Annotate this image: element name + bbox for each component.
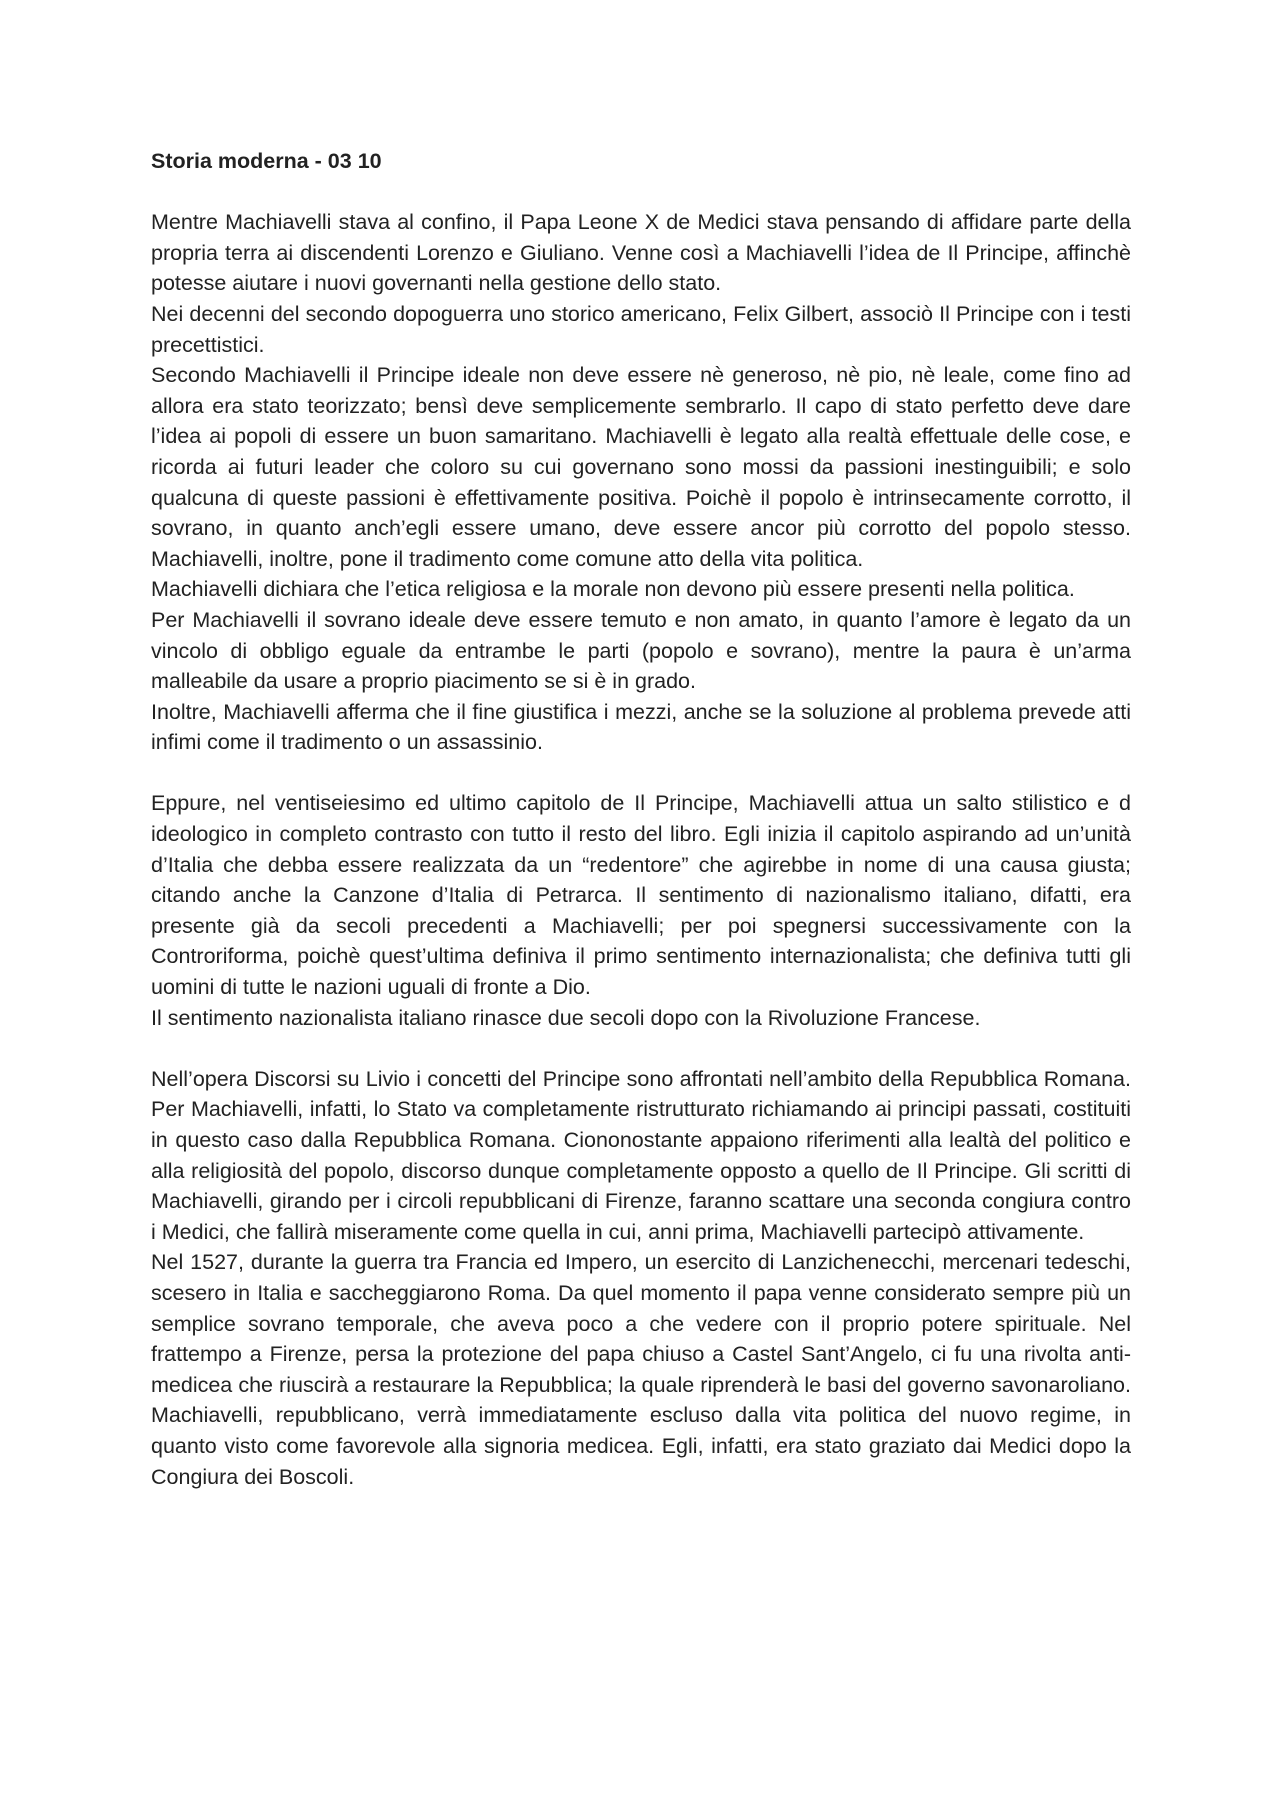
- paragraph: Secondo Machiavelli il Principe ideale non deve essere nè generoso, nè pio, nè leale, come fino ad allora era stato teorizzato; bensì deve semplicemente sembrarlo. Il capo di stato perfetto deve dare l’idea ai popoli di essere un buon samaritano. Machiavelli è legato alla realtà effettuale delle cose, e ricorda ai futuri leader che coloro su cui governano sono mossi da passioni inestinguibili; e solo qualcuna di queste passioni è effettivamente positiva. Poichè il popolo è intrinsecamente corrotto, il sovrano, in quanto anch’egli essere umano, deve essere ancor più corrotto del popolo stesso. Machiavelli, inoltre, pone il tradimento come comune atto della vita politica.: [151, 363, 1131, 571]
- paragraph: Nel 1527, durante la guerra tra Francia ed Impero, un esercito di Lanzichenecchi, mercenari tedeschi, scesero in Italia e saccheggiarono Roma. Da quel momento il papa venne considerato sempre più un semplice sovrano temporale, che aveva poco a che vedere con il proprio potere spirituale. Nel frattempo a Firenze, persa la protezione del papa chiuso a Castel Sant’Angelo, ci fu una rivolta anti-medicea che riuscirà a restaurare la Repubblica; la quale riprenderà le basi del governo savonaroliano. Machiavelli, repubblicano, verrà immediatamente escluso dalla vita politica del nuovo regime, in quanto visto come favorevole alla signoria medicea. Egli, infatti, era stato graziato dai Medici dopo la Congiura dei Boscoli.: [151, 1250, 1131, 1489]
- section-machiavelli-principe: [151, 207, 1131, 758]
- paragraph: Machiavelli dichiara che l’etica religiosa e la morale non devono più essere presenti nella politica.: [151, 577, 1075, 602]
- document-title: Storia moderna - 03 10: [151, 149, 382, 173]
- section-ultimo-capitolo: [151, 788, 1131, 1033]
- paragraph: Eppure, nel ventiseiesimo ed ultimo capitolo de Il Principe, Machiavelli attua un salto stilistico e d ideologico in completo contrasto con tutto il resto del libro. Egli inizia il capitolo aspirando ad un’unità d’Italia che debba essere realizzata da un “redentore” che agirebbe in nome di una causa giusta; citando anche la Canzone d’Italia di Petrarca. Il sentimento di nazionalismo italiano, difatti, era presente già da secoli precedenti a Machiavelli; per poi spegnersi successivamente con la Controriforma, poichè quest’ultima definiva il primo sentimento internazionalista; che definiva tutti gli uomini di tutte le nazioni uguali di fronte a Dio.: [151, 791, 1131, 1000]
- section-discorsi-livio: [151, 1064, 1131, 1492]
- paragraph: Nell’opera Discorsi su Livio i concetti del Principe sono affrontati nell’ambito della Repubblica Romana. Per Machiavelli, infatti, lo Stato va completamente ristrutturato richiamando ai principi passati, costituiti in questo caso dalla Repubblica Romana. Ciononostante appaiono riferimenti alla lealtà del politico e alla religiosità del popolo, discorso dunque completamente opposto a quello de Il Principe. Gli scritti di Machiavelli, girando per i circoli repubblicani di Firenze, faranno scattare una seconda congiura contro i Medici, che fallirà miseramente come quella in cui, anni prima, Machiavelli partecipò attivamente.: [151, 1066, 1131, 1244]
- paragraph: Per Machiavelli il sovrano ideale deve essere temuto e non amato, in quanto l’amore è legato da un vincolo di obbligo eguale da entrambe le parti (popolo e sovrano), mentre la paura è un’arma malleabile da usare a proprio piacimento se si è in grado.: [151, 607, 1131, 694]
- paragraph: Inoltre, Machiavelli afferma che il fine giustifica i mezzi, anche se la soluzione al problema prevede atti infimi come il tradimento o un assassinio.: [151, 699, 1131, 755]
- paragraph: Nei decenni del secondo dopoguerra uno storico americano, Felix Gilbert, associò Il Principe con i testi precettistici.: [151, 301, 1131, 357]
- document-page: [151, 146, 1131, 1523]
- paragraph: Mentre Machiavelli stava al confino, il Papa Leone X de Medici stava pensando di affidare parte della propria terra ai discendenti Lorenzo e Giuliano. Venne così a Machiavelli l’idea de Il Principe, affinchè potesse aiutare i nuovi governanti nella gestione dello stato.: [151, 210, 1131, 296]
- paragraph: Il sentimento nazionalista italiano rinasce due secoli dopo con la Rivoluzione Francese.: [151, 1005, 981, 1030]
